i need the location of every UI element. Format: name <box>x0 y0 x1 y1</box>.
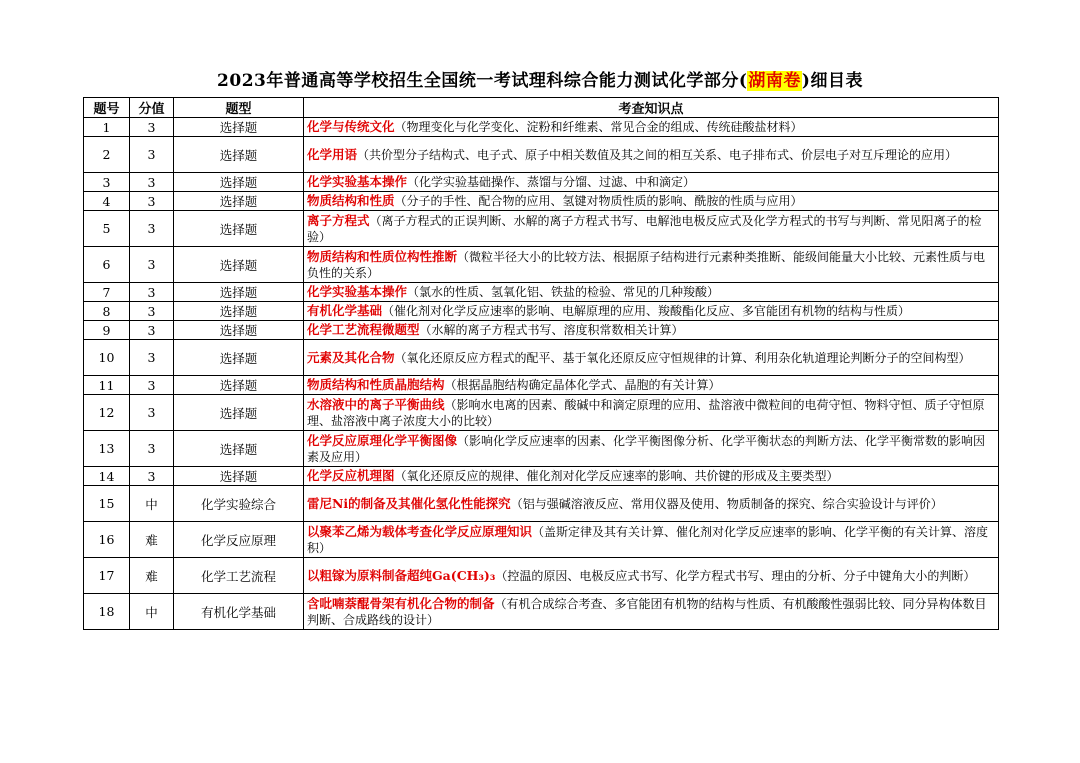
question-type: 选择题 <box>174 302 304 321</box>
knowledge-points <box>304 321 999 340</box>
question-number: 14 <box>84 467 130 486</box>
table-row <box>84 173 999 192</box>
question-score: 3 <box>130 321 174 340</box>
question-score: 3 <box>130 247 174 283</box>
question-score: 3 <box>130 340 174 376</box>
table-row <box>84 118 999 137</box>
topic-detail: （盖斯定律及其有关计算、催化剂对化学反应速率的影响、化学平衡的有关计算、溶度积） <box>307 524 989 555</box>
knowledge-points <box>304 211 999 247</box>
question-type: 选择题 <box>174 118 304 137</box>
knowledge-points <box>304 376 999 395</box>
title-highlight: 湖南卷 <box>748 71 801 91</box>
detail-table <box>83 97 999 630</box>
question-number: 13 <box>84 431 130 467</box>
table-row <box>84 486 999 522</box>
table-row <box>84 395 999 431</box>
topic-detail: （物理变化与化学变化、淀粉和纤维素、常见合金的组成、传统硅酸盐材料） <box>394 120 803 134</box>
table-row <box>84 376 999 395</box>
question-type: 选择题 <box>174 340 304 376</box>
table-row <box>84 247 999 283</box>
question-type: 化学工艺流程 <box>174 558 304 594</box>
question-type: 选择题 <box>174 395 304 431</box>
question-score: 3 <box>130 395 174 431</box>
key-topic: 有机化学基础 <box>307 303 383 318</box>
question-score: 3 <box>130 376 174 395</box>
knowledge-points <box>304 192 999 211</box>
question-number: 9 <box>84 321 130 340</box>
question-score: 3 <box>130 118 174 137</box>
key-topic: 含吡喃萘醌骨架有机化合物的制备 <box>307 595 495 611</box>
question-number: 10 <box>84 340 130 376</box>
topic-detail: （微粒半径大小的比较方法、根据原子结构进行元素种类推断、能级间能量大小比较、元素性质与电负性的关系） <box>307 249 986 280</box>
question-type: 选择题 <box>174 173 304 192</box>
table-body <box>84 118 999 630</box>
question-type: 选择题 <box>174 247 304 283</box>
question-score: 3 <box>130 302 174 321</box>
topic-detail: （铝与强碱溶液反应、常用仪器及使用、物质制备的探究、综合实验设计与评价） <box>510 496 943 511</box>
key-topic: 以聚苯乙烯为载体考查化学反应原理知识 <box>307 523 533 539</box>
key-topic: 化学用语 <box>307 146 358 162</box>
table-row <box>84 211 999 247</box>
topic-detail: （氧化还原反应方程式的配平、基于氧化还原反应守恒规律的计算、利用杂化轨道理论判断分子的空间构型） <box>394 350 971 365</box>
table-row <box>84 283 999 302</box>
key-topic: 物质结构和性质晶胞结构 <box>307 377 445 392</box>
knowledge-points <box>304 395 999 431</box>
topic-detail: （氯水的性质、氢氧化铝、铁盐的检验、常见的几种羧酸） <box>407 285 720 299</box>
topic-detail: （共价型分子结构式、电子式、原子中相关数值及其之间的相互关系、电子排布式、价层电子对互斥理论的应用） <box>357 147 958 162</box>
key-topic: 化学反应原理化学平衡图像 <box>307 432 458 448</box>
topic-detail: （分子的手性、配合物的应用、氢键对物质性质的影响、酰胺的性质与应用） <box>394 194 803 208</box>
knowledge-points <box>304 302 999 321</box>
question-number: 7 <box>84 283 130 302</box>
topic-detail: （离子方程式的正误判断、水解的离子方程式书写、电解池电极反应式及化学方程式的书写与判断、常见阳离子的检验） <box>307 213 982 244</box>
knowledge-points <box>304 467 999 486</box>
table-row <box>84 558 999 594</box>
header-score: 分值 <box>130 98 174 118</box>
table-row <box>84 137 999 173</box>
header-row <box>84 98 999 118</box>
knowledge-points <box>304 283 999 302</box>
key-topic: 化学工艺流程微题型 <box>307 322 420 337</box>
question-type: 选择题 <box>174 283 304 302</box>
table-row <box>84 340 999 376</box>
question-type: 有机化学基础 <box>174 594 304 630</box>
key-topic: 离子方程式 <box>307 212 370 228</box>
knowledge-points <box>304 431 999 467</box>
key-topic: 以粗镓为原料制备超纯Ga(CH₃)₃ <box>307 567 496 583</box>
question-number: 18 <box>84 594 130 630</box>
knowledge-points <box>304 247 999 283</box>
question-type: 选择题 <box>174 376 304 395</box>
question-score: 3 <box>130 431 174 467</box>
question-type: 选择题 <box>174 467 304 486</box>
question-score: 中 <box>130 594 174 630</box>
question-score: 3 <box>130 211 174 247</box>
question-number: 15 <box>84 486 130 522</box>
question-score: 3 <box>130 192 174 211</box>
question-number: 8 <box>84 302 130 321</box>
question-score: 难 <box>130 558 174 594</box>
key-topic: 元素及其化合物 <box>307 349 395 365</box>
header-type: 题型 <box>174 98 304 118</box>
topic-detail: （氧化还原反应的规律、催化剂对化学反应速率的影响、共价键的形成及主要类型） <box>394 469 839 483</box>
key-topic: 物质结构和性质 <box>307 193 395 208</box>
knowledge-points <box>304 486 999 522</box>
header-number: 题号 <box>84 98 130 118</box>
question-type: 选择题 <box>174 137 304 173</box>
table-row <box>84 302 999 321</box>
title-prefix: 2023年普通高等学校招生全国统一考试理科综合能力测试化学部分( <box>217 71 748 91</box>
table-row <box>84 594 999 630</box>
topic-detail: （控温的原因、电极反应式书写、化学方程式书写、理由的分析、分子中键角大小的判断） <box>495 568 976 583</box>
question-score: 3 <box>130 467 174 486</box>
question-number: 17 <box>84 558 130 594</box>
question-type: 化学实验综合 <box>174 486 304 522</box>
question-number: 6 <box>84 247 130 283</box>
title-suffix: )细目表 <box>801 71 863 91</box>
table-row <box>84 192 999 211</box>
table-row <box>84 321 999 340</box>
question-score: 中 <box>130 486 174 522</box>
question-type: 选择题 <box>174 431 304 467</box>
knowledge-points <box>304 137 999 173</box>
question-number: 16 <box>84 522 130 558</box>
knowledge-points <box>304 558 999 594</box>
question-score: 3 <box>130 173 174 192</box>
question-type: 选择题 <box>174 321 304 340</box>
topic-detail: （有机合成综合考查、多官能团有机物的结构与性质、有机酸酸性强弱比较、同分异构体数目判断、合成路线的设计） <box>307 596 987 627</box>
key-topic: 水溶液中的离子平衡曲线 <box>307 396 445 412</box>
key-topic: 化学与传统文化 <box>307 119 395 134</box>
key-topic: 化学实验基本操作 <box>307 174 408 189</box>
question-number: 12 <box>84 395 130 431</box>
question-type: 选择题 <box>174 192 304 211</box>
question-number: 2 <box>84 137 130 173</box>
table-row <box>84 467 999 486</box>
knowledge-points <box>304 522 999 558</box>
topic-detail: （催化剂对化学反应速率的影响、电解原理的应用、羧酸酯化反应、多官能团有机物的结构与性质） <box>382 304 911 318</box>
question-type: 选择题 <box>174 211 304 247</box>
question-number: 5 <box>84 211 130 247</box>
question-score: 难 <box>130 522 174 558</box>
knowledge-points <box>304 118 999 137</box>
key-topic: 化学实验基本操作 <box>307 284 408 299</box>
question-score: 3 <box>130 137 174 173</box>
topic-detail: （化学实验基础操作、蒸馏与分馏、过滤、中和滴定） <box>407 175 696 189</box>
table-row <box>84 431 999 467</box>
key-topic: 物质结构和性质位构性推断 <box>307 248 458 264</box>
question-number: 4 <box>84 192 130 211</box>
question-number: 3 <box>84 173 130 192</box>
topic-detail: （影响化学反应速率的因素、化学平衡图像分析、化学平衡状态的判断方法、化学平衡常数的影响因素及应用） <box>307 433 986 464</box>
page-title <box>0 66 1080 91</box>
topic-detail: （水解的离子方程式书写、溶度积常数相关计算） <box>419 323 684 337</box>
header-knowledge: 考查知识点 <box>304 98 999 118</box>
topic-detail: （影响水电离的因素、酸碱中和滴定原理的应用、盐溶液中微粒间的电荷守恒、物料守恒、质子守恒原理、盐溶液中离子浓度大小的比较） <box>307 397 985 428</box>
key-topic: 雷尼Ni的制备及其催化氢化性能探究 <box>307 495 511 511</box>
question-score: 3 <box>130 283 174 302</box>
question-number: 1 <box>84 118 130 137</box>
knowledge-points <box>304 594 999 630</box>
knowledge-points <box>304 173 999 192</box>
knowledge-points <box>304 340 999 376</box>
topic-detail: （根据晶胞结构确定晶体化学式、晶胞的有关计算） <box>444 378 721 392</box>
question-number: 11 <box>84 376 130 395</box>
question-type: 化学反应原理 <box>174 522 304 558</box>
table-row <box>84 522 999 558</box>
key-topic: 化学反应机理图 <box>307 468 395 483</box>
